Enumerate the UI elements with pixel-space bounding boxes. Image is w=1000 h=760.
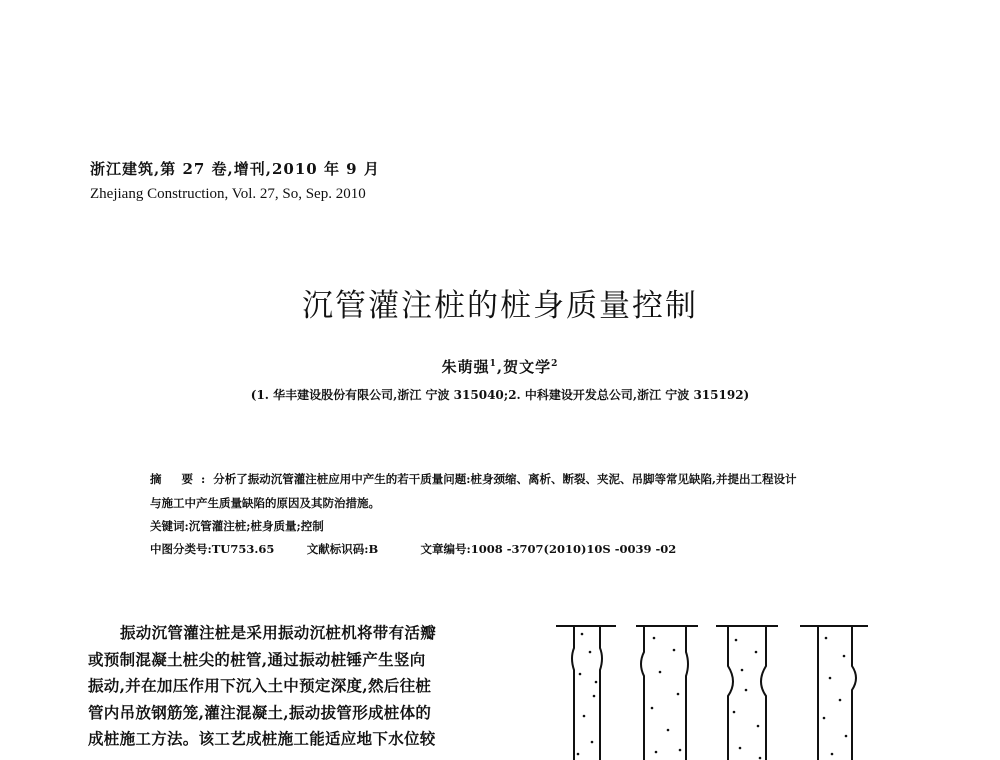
abstract-text-1: 分析了振动沉管灌注桩应用中产生的若干质量问题:桩身颈缩、离析、断裂、夹泥、吊脚等常见缺陷,并提出工程设计 — [213, 472, 797, 486]
doc-code-value: B — [368, 542, 379, 556]
abstract-text-2: 与施工中产生质量缺陷的原因及其防治措施。 — [150, 496, 380, 510]
body-line: 管内吊放钢筋笼,灌注混凝土,振动拔管形成桩体的 — [88, 702, 432, 722]
article-no-label: 文章编号: — [420, 542, 471, 556]
author-1: 朱萌强 — [441, 358, 490, 376]
doc-code-label: 文献标识码: — [306, 542, 369, 556]
author-1-affil-mark: 1 — [489, 359, 497, 369]
author-line — [0, 356, 1000, 377]
affiliations: (1. 华丰建设股份有限公司,浙江 宁波 315040;2. 中科建设开发总公司,浙江 宁波 315192) — [250, 388, 750, 402]
clc-value: TU753.65 — [211, 542, 275, 556]
author-2: 贺文学 — [503, 358, 552, 376]
body-line: 或预制混凝土桩尖的桩管,通过振动桩锤产生竖向 — [88, 649, 426, 669]
body-line: 振动,并在加压作用下沉入土中预定深度,然后往桩 — [88, 676, 432, 695]
pile-sketch-2 — [636, 626, 698, 760]
pile-sketch-1 — [556, 626, 616, 760]
body-line: 振动沉管灌注桩是采用振动沉桩机将带有活瓣 — [120, 623, 437, 642]
pile-sketch-4 — [800, 626, 868, 760]
keywords-line — [150, 518, 324, 534]
keywords-value: 沉管灌注桩;桩身质量;控制 — [188, 519, 324, 533]
abstract-label: 摘 要: — [150, 472, 214, 486]
keywords-label: 关键词: — [150, 519, 189, 533]
clc-label: 中图分类号: — [150, 542, 212, 556]
pile-defect-figure — [556, 612, 876, 760]
classification-line — [150, 541, 676, 557]
abstract-line-1 — [150, 466, 880, 492]
body-line: 成桩施工方法。该工艺成桩施工能适应地下水位较 — [88, 729, 436, 748]
author-2-affil-mark: 2 — [551, 359, 559, 369]
article-no-value: 1008 -3707(2010)10S -0039 -02 — [470, 542, 677, 556]
journal-citation-en: Zhejiang Construction, Vol. 27, So, Sep. 2010 — [90, 186, 366, 202]
pile-sketch-3 — [716, 626, 778, 760]
author-separator: , — [496, 358, 504, 376]
body-paragraph-1 — [88, 620, 488, 753]
journal-citation-cn: 浙江建筑,第 27 卷,增刊,2010 年 9 月 — [90, 160, 380, 178]
article-title: 沉管灌注桩的桩身质量控制 — [302, 288, 698, 324]
concrete-aggregate-dots — [577, 633, 848, 760]
